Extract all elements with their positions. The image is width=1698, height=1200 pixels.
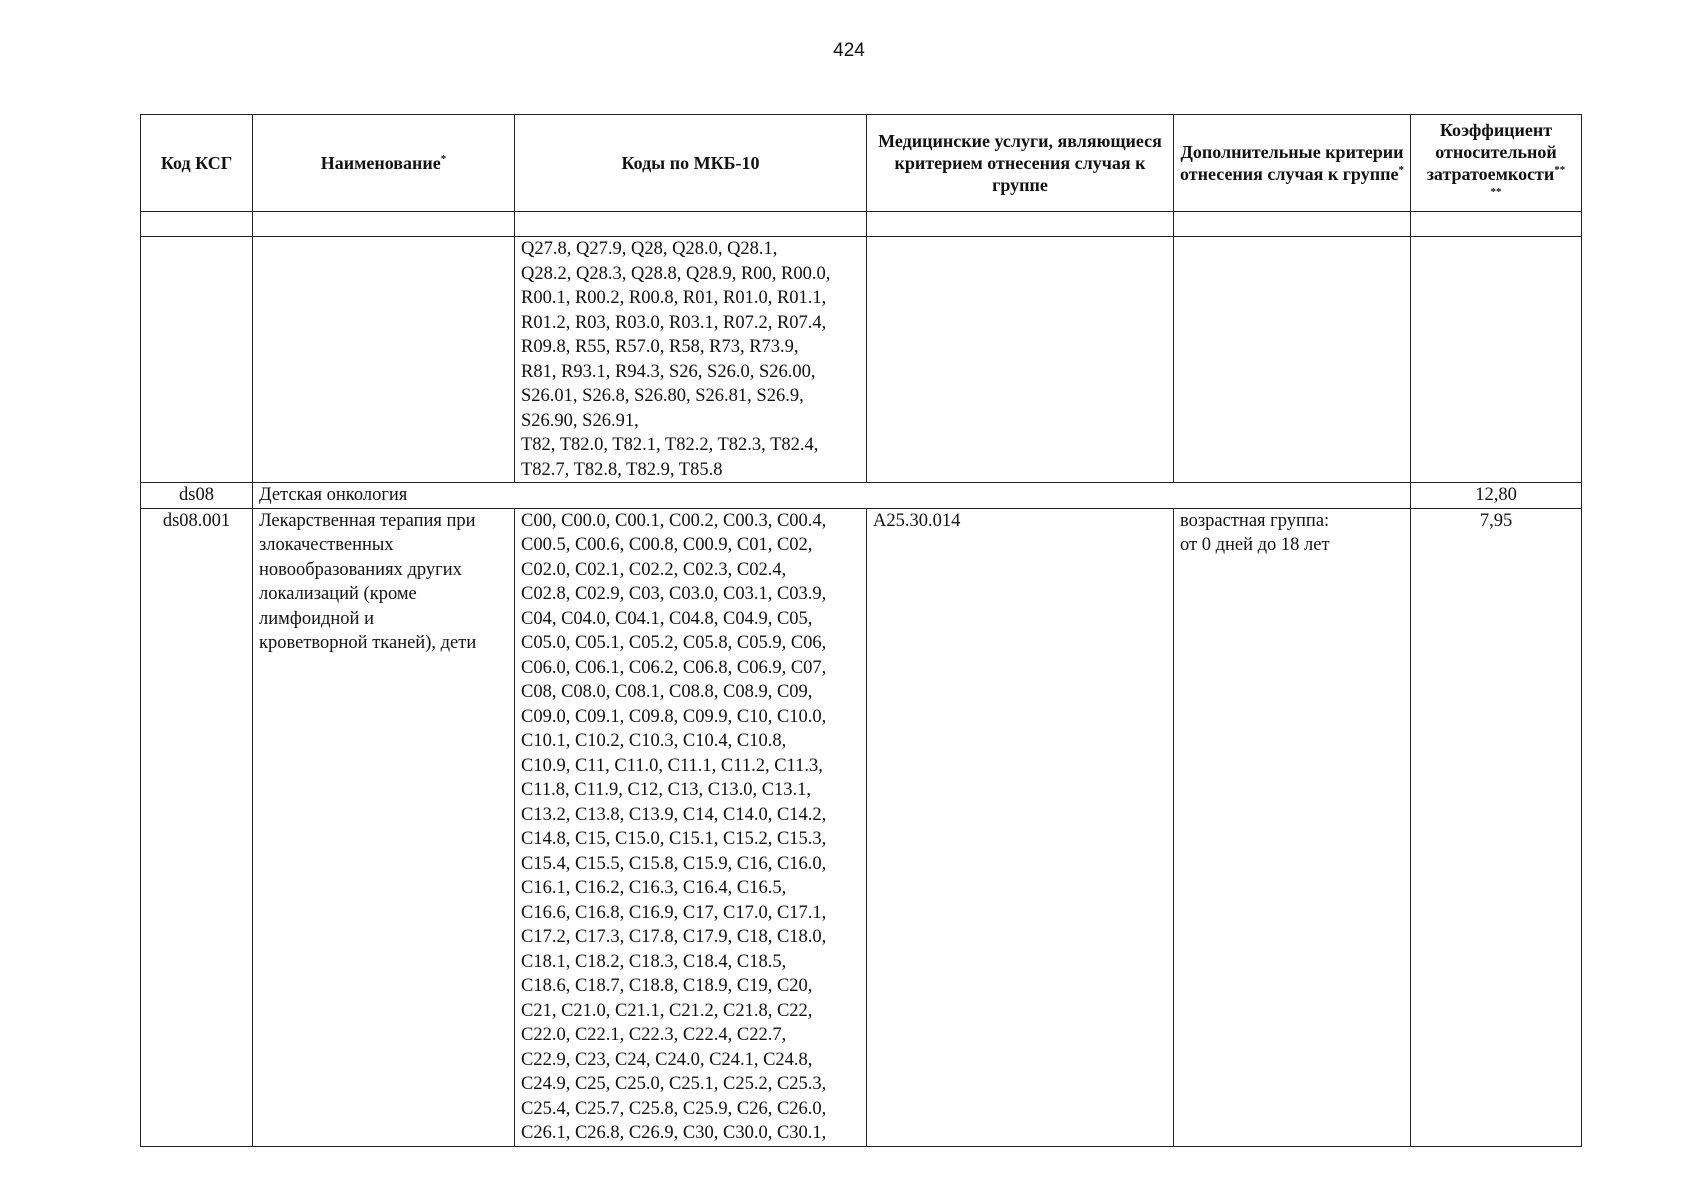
header-icd: Коды по МКБ-10 [515, 115, 867, 212]
cell-services: A25.30.014 [867, 508, 1174, 1146]
cell-coefficient: 7,95 [1411, 508, 1582, 1146]
table-spacer-row [141, 212, 1582, 237]
footnote-mark: * [1398, 164, 1404, 176]
cell-code [141, 237, 253, 483]
footnote-mark: ** [1554, 164, 1566, 176]
cell-extra-criteria: возрастная группа: от 0 дней до 18 лет [1174, 508, 1411, 1146]
cell-code: ds08 [141, 483, 253, 509]
cell-coefficient [1411, 237, 1582, 483]
footnote-mark: ** [1490, 186, 1502, 198]
header-extra-criteria: Дополнительные критерии отнесения случая к группе* [1174, 115, 1411, 212]
table-row-group [141, 483, 1582, 509]
header-name: Наименование* [253, 115, 515, 212]
header-coefficient: Коэффициент относительной затратоемкости** ** [1411, 115, 1582, 212]
cell-coefficient: 12,80 [1411, 483, 1582, 509]
table-row [141, 508, 1582, 1146]
header-services: Медицинские услуги, являющиеся критерием отнесения случая к группе [867, 115, 1174, 212]
table-header-row [141, 115, 1582, 212]
table-row [141, 237, 1582, 483]
ksg-table [140, 114, 1582, 1147]
header-code: Код КСГ [141, 115, 253, 212]
footnote-mark: * [440, 153, 447, 165]
cell-icd-codes: C00, C00.0, C00.1, C00.2, C00.3, C00.4, C00.5, C00.6, C00.8, C00.9, C01, C02, C02.0, C02.1, C02.2, C02.3, C02.4, C02.8, C02.9, C03, C03.0, C03.1, C03.9, C04, C04.0, C04.1, C04.8, C04.9, C05, C05.0, C05.1, C05.2, C05.8, C05.9, C06, C06.0, C06.1, C06.2, C06.8, C06.9, C07, C08, C08.0, C08.1, C08.8, C08.9, C09, C09.0, C09.1, C09.8, C09.9, C10, C10.0, C10.1, C10.2, C10.3, C10.4, C10.8, C10.9, C11, C11.0, C11.1, C11.2, C11.3, C11.8, C11.9, C12, C13, C13.0, C13.1, C13.2, C13.8, C13.9, C14, C14.0, C14.2, C14.8, C15, C15.0, C15.1, C15.2, C15.3, C15.4, C15.5, C15.8, C15.9, C16, C16.0, C16.1, C16.2, C16.3, C16.4, C16.5, C16.6, C16.8, C16.9, C17, C17.0, C17.1, C17.2, C17.3, C17.8, C17.9, C18, C18.0, C18.1, C18.2, C18.3, C18.4, C18.5, C18.6, C18.7, C18.8, C18.9, C19, C20, C21, C21.0, C21.1, C21.2, C21.8, C22, C22.0, C22.1, C22.3, C22.4, C22.7, C22.9, C23, C24, C24.0, C24.1, C24.8, C24.9, C25, C25.0, C25.1, C25.2, C25.3, C25.4, C25.7, C25.8, C25.9, C26, C26.0, C26.1, C26.8, C26.9, C30, C30.0, C30.1, [515, 508, 867, 1146]
cell-icd-codes: Q27.8, Q27.9, Q28, Q28.0, Q28.1, Q28.2, Q28.3, Q28.8, Q28.9, R00, R00.0, R00.1, R00.2, R00.8, R01, R01.0, R01.1, R01.2, R03, R03.0, R03.1, R07.2, R07.4, R09.8, R55, R57.0, R58, R73, R73.9, R81, R93.1, R94.3, S26, S26.0, S26.00, S26.01, S26.8, S26.80, S26.81, S26.9, S26.90, S26.91, T82, T82.0, T82.1, T82.2, T82.3, T82.4, T82.7, T82.8, T82.9, T85.8 [515, 237, 867, 483]
cell-name [253, 237, 515, 483]
cell-code: ds08.001 [141, 508, 253, 1146]
cell-extra-criteria [1174, 237, 1411, 483]
cell-group-name: Детская онкология [253, 483, 1411, 509]
cell-services [867, 237, 1174, 483]
page-number: 424 [833, 40, 865, 61]
cell-name: Лекарственная терапия при злокачественных новообразованиях других локализаций (кроме лимфоидной и кроветворной тканей), дети [253, 508, 515, 1146]
